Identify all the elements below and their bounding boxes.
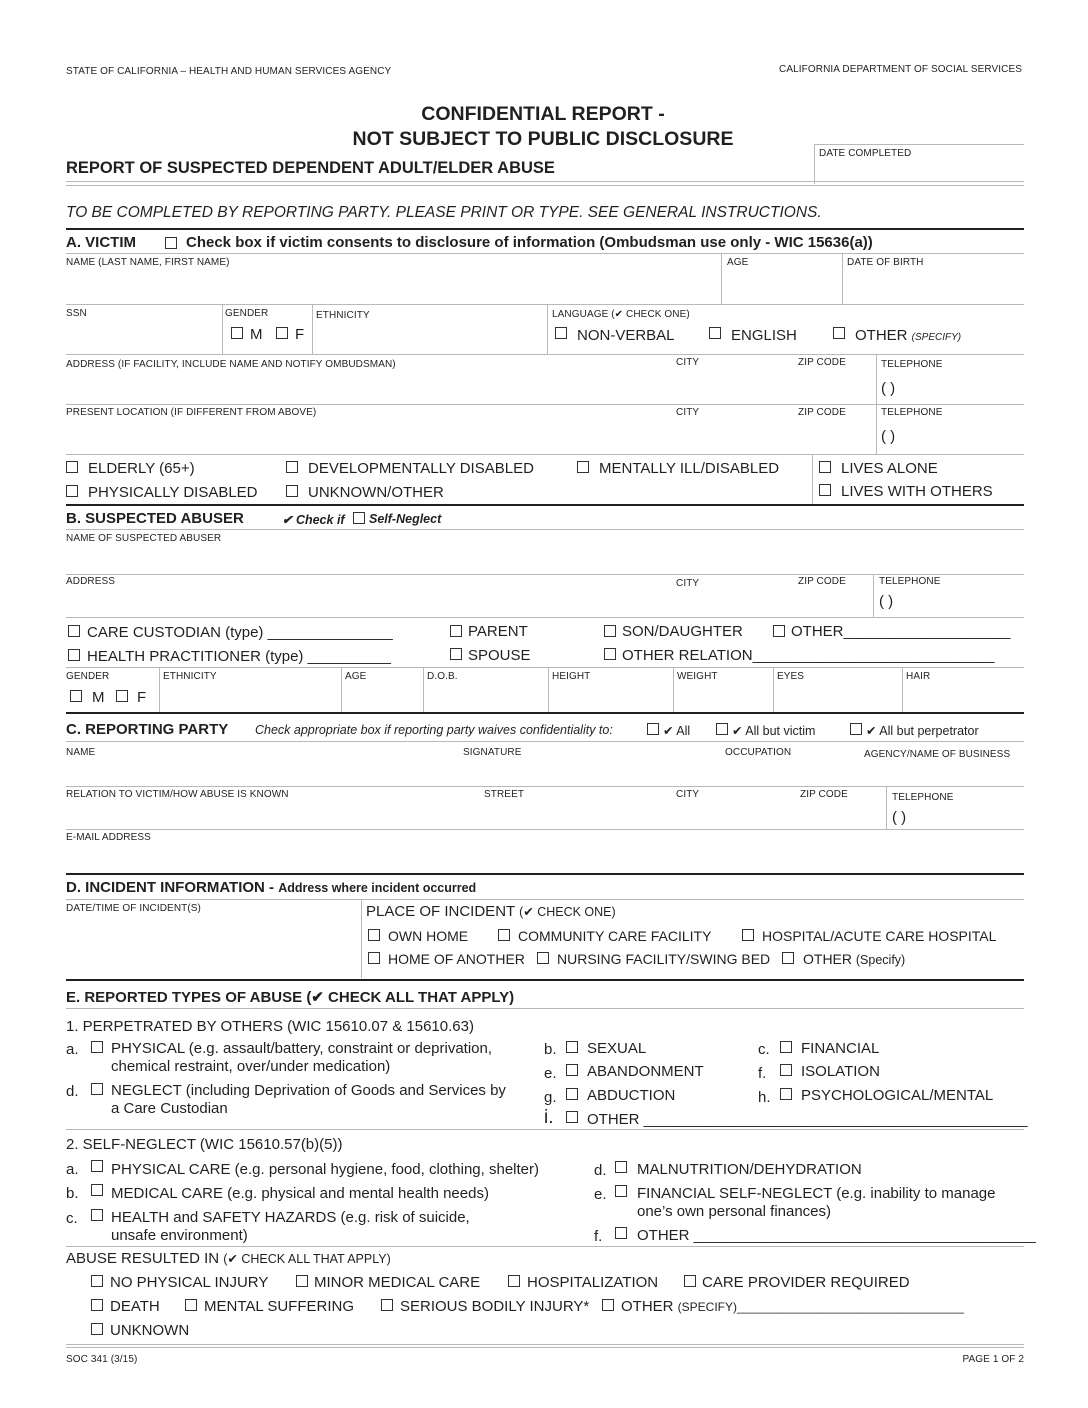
abduction-checkbox[interactable] (566, 1088, 578, 1100)
other-self-neglect-label: OTHER _________________________________________ (637, 1227, 1036, 1244)
sexual-checkbox[interactable] (566, 1041, 578, 1053)
victim-telephone-paren: ( ) (881, 380, 896, 397)
reporter-agency-label: AGENCY/NAME OF BUSINESS (864, 749, 1011, 760)
self-neglect-heading: 2. SELF-NEGLECT (WIC 15610.57(b)(5)) (66, 1136, 343, 1153)
consent-checkbox[interactable] (165, 237, 177, 249)
medical-care-checkbox[interactable] (91, 1184, 103, 1196)
other-relation-label: OTHER RELATION_____________________________ (622, 647, 995, 664)
agency-right: CALIFORNIA DEPARTMENT OF SOCIAL SERVICES (779, 64, 1022, 75)
email-label: E-MAIL ADDRESS (66, 832, 151, 843)
victim-name-field[interactable] (66, 270, 718, 302)
nursing-label: NURSING FACILITY/SWING BED (557, 951, 771, 967)
present-city-label: CITY (676, 407, 700, 418)
physical-abuse-checkbox[interactable] (91, 1041, 103, 1053)
english-label: ENGLISH (731, 327, 797, 344)
physical-abuse-label-1: PHYSICAL (e.g. assault/battery, constraint or deprivation, (111, 1040, 493, 1057)
other-place-label: OTHER (Specify) (803, 951, 906, 967)
waive-text: Check appropriate box if reporting party waives confidentiality to: (255, 723, 613, 737)
abuser-zip-label: ZIP CODE (798, 576, 846, 587)
financial-self-neglect-checkbox[interactable] (615, 1185, 627, 1197)
parent-checkbox[interactable] (450, 625, 462, 637)
minor-medical-label: MINOR MEDICAL CARE (314, 1274, 481, 1291)
section-e-heading: E. REPORTED TYPES OF ABUSE (✔ CHECK ALL THAT APPLY) (66, 989, 515, 1006)
waive-all-but-perp-checkbox[interactable] (850, 723, 862, 735)
mental-suffering-checkbox[interactable] (185, 1299, 197, 1311)
no-injury-checkbox[interactable] (91, 1275, 103, 1287)
home-another-label: HOME OF ANOTHER (388, 951, 525, 967)
abuser-telephone-label: TELEPHONE (879, 576, 941, 587)
ssn-label: SSN (66, 308, 87, 319)
psychological-checkbox[interactable] (780, 1088, 792, 1100)
abandonment-label: ABANDONMENT (587, 1063, 704, 1080)
other-relation-checkbox[interactable] (604, 648, 616, 660)
malnutrition-checkbox[interactable] (615, 1161, 627, 1173)
other-abuse-checkbox[interactable] (566, 1111, 578, 1123)
malnutrition-label: MALNUTRITION/DEHYDRATION (637, 1161, 862, 1178)
health-safety-checkbox[interactable] (91, 1209, 103, 1221)
self-e-letter: e. (594, 1186, 607, 1203)
reporter-telephone-paren: ( ) (892, 809, 907, 826)
community-care-label: COMMUNITY CARE FACILITY (518, 928, 712, 944)
victim-address-label: ADDRESS (IF FACILITY, INCLUDE NAME AND NOTIFY OMBUDSMAN) (66, 359, 396, 370)
abandonment-checkbox[interactable] (566, 1064, 578, 1076)
other-abuser-label: OTHER____________________ (791, 623, 1011, 640)
abuser-telephone-paren: ( ) (879, 593, 894, 610)
incident-datetime-label: DATE/TIME OF INCIDENT(S) (66, 903, 201, 914)
abuser-eyes-label: EYES (777, 671, 805, 682)
reporter-signature-label: SIGNATURE (463, 747, 522, 758)
lives-alone-checkbox[interactable] (819, 461, 831, 473)
physical-care-checkbox[interactable] (91, 1160, 103, 1172)
other-abuser-checkbox[interactable] (773, 625, 785, 637)
section-b-heading: B. SUSPECTED ABUSER (66, 510, 244, 527)
abuser-gender-m-label: M (92, 689, 105, 706)
present-location-label: PRESENT LOCATION (IF DIFFERENT FROM ABOVE) (66, 407, 317, 418)
dev-disabled-checkbox[interactable] (286, 461, 298, 473)
abuse-resulted-heading: ABUSE RESULTED IN (✔ CHECK ALL THAT APPLY) (66, 1250, 391, 1267)
form-title: REPORT OF SUSPECTED DEPENDENT ADULT/ELDER ABUSE (66, 159, 555, 177)
perp-f-letter: f. (758, 1065, 767, 1082)
home-another-checkbox[interactable] (368, 952, 380, 964)
mentally-ill-checkbox[interactable] (577, 461, 589, 473)
financial-self-neglect-label-2: one’s own personal finances) (637, 1203, 832, 1220)
serious-injury-label: SERIOUS BODILY INJURY* (400, 1298, 590, 1315)
other-language-label: OTHER (SPECIFY) (855, 327, 962, 344)
other-place-checkbox[interactable] (782, 952, 794, 964)
self-neglect-checkbox[interactable] (353, 512, 365, 524)
hospitalization-label: HOSPITALIZATION (527, 1274, 659, 1291)
date-completed-label: DATE COMPLETED (819, 148, 912, 159)
health-safety-label-1: HEALTH and SAFETY HAZARDS (e.g. risk of suicide, (111, 1209, 470, 1226)
no-injury-label: NO PHYSICAL INJURY (110, 1274, 269, 1291)
gender-f-checkbox[interactable] (276, 327, 288, 339)
abuser-height-label: HEIGHT (552, 671, 591, 682)
present-telephone-paren: ( ) (881, 428, 896, 445)
date-completed-field[interactable] (816, 163, 1022, 181)
nursing-checkbox[interactable] (537, 952, 549, 964)
self-b-letter: b. (66, 1185, 79, 1202)
other-language-checkbox[interactable] (833, 327, 845, 339)
parent-label: PARENT (468, 623, 528, 640)
phys-disabled-label: PHYSICALLY DISABLED (88, 484, 258, 501)
perpetrated-heading: 1. PERPETRATED BY OTHERS (WIC 15610.07 & 15610.63) (66, 1018, 474, 1035)
isolation-label: ISOLATION (801, 1063, 880, 1080)
gender-m-label: M (250, 326, 263, 343)
victim-dob-label: DATE OF BIRTH (847, 257, 924, 268)
other-abuse-label: OTHER ______________________________________________ (587, 1111, 1028, 1128)
physical-abuse-label-2: chemical restraint, over/under medication) (111, 1058, 391, 1075)
serious-injury-checkbox[interactable] (381, 1299, 393, 1311)
abuser-name-label: NAME OF SUSPECTED ABUSER (66, 533, 222, 544)
care-custodian-label: CARE CUSTODIAN (type) _______________ (87, 624, 393, 641)
present-zip-label: ZIP CODE (798, 407, 846, 418)
victim-city-label: CITY (676, 357, 700, 368)
abuser-gender-f-label: F (137, 689, 147, 706)
perp-h-letter: h. (758, 1089, 771, 1106)
self-f-letter: f. (594, 1228, 603, 1245)
phys-disabled-checkbox[interactable] (66, 485, 78, 497)
non-verbal-checkbox[interactable] (555, 327, 567, 339)
abuser-weight-label: WEIGHT (677, 671, 718, 682)
english-checkbox[interactable] (709, 327, 721, 339)
abuser-ethnicity-label: ETHNICITY (163, 671, 217, 682)
reporter-name-label: NAME (66, 747, 96, 758)
victim-age-label: AGE (727, 257, 749, 268)
waive-all-but-victim-label: ✔ All but victim (732, 724, 816, 738)
gender-f-label: F (295, 326, 305, 343)
title-line-2: NOT SUBJECT TO PUBLIC DISCLOSURE (352, 128, 734, 150)
perp-g-letter: g. (544, 1089, 557, 1106)
abuser-address-label: ADDRESS (66, 576, 116, 587)
other-result-checkbox[interactable] (602, 1299, 614, 1311)
title-line-1: CONFIDENTIAL REPORT - (421, 103, 665, 125)
perp-b-letter: b. (544, 1041, 557, 1058)
gender-label: GENDER (225, 308, 269, 319)
abuser-gender-f-checkbox[interactable] (116, 690, 128, 702)
mentally-ill-label: MENTALLY ILL/DISABLED (599, 460, 780, 477)
care-provider-checkbox[interactable] (684, 1275, 696, 1287)
neglect-checkbox[interactable] (91, 1083, 103, 1095)
mental-suffering-label: MENTAL SUFFERING (204, 1298, 355, 1315)
relation-label: RELATION TO VICTIM/HOW ABUSE IS KNOWN (66, 789, 289, 800)
reporter-zip-label: ZIP CODE (800, 789, 848, 800)
abuser-city-label: CITY (676, 578, 700, 589)
isolation-checkbox[interactable] (780, 1064, 792, 1076)
son-daughter-checkbox[interactable] (604, 625, 616, 637)
financial-checkbox[interactable] (780, 1041, 792, 1053)
waive-all-label: ✔ All (663, 724, 691, 738)
self-c-letter: c. (66, 1210, 78, 1227)
perp-i-letter: i. (544, 1107, 554, 1128)
unknown-other-label: UNKNOWN/OTHER (308, 484, 444, 501)
waive-all-but-perp-label: ✔ All but perpetrator (866, 724, 979, 738)
reporter-telephone-label: TELEPHONE (892, 792, 954, 803)
self-neglect-label: Self-Neglect (369, 512, 442, 526)
other-self-neglect-checkbox[interactable] (615, 1227, 627, 1239)
section-d-heading: D. INCIDENT INFORMATION - Address where incident occurred (66, 879, 477, 896)
neglect-label-2: a Care Custodian (111, 1100, 228, 1117)
perp-d-letter: d. (66, 1083, 79, 1100)
health-practitioner-checkbox[interactable] (68, 649, 80, 661)
other-result-label: OTHER (SPECIFY)__________________________________ (621, 1298, 964, 1315)
reporter-city-label: CITY (676, 789, 700, 800)
health-practitioner-label: HEALTH PRACTITIONER (type) __________ (87, 648, 392, 665)
financial-self-neglect-label-1: FINANCIAL SELF-NEGLECT (e.g. inability to manage (637, 1185, 996, 1202)
hospitalization-checkbox[interactable] (508, 1275, 520, 1287)
lives-with-others-label: LIVES WITH OTHERS (841, 483, 993, 500)
ethnicity-label: ETHNICITY (316, 310, 370, 321)
consent-text: Check box if victim consents to disclosure of information (Ombudsman use only - WIC 15636(a)) (186, 234, 873, 251)
section-a-heading: A. VICTIM (66, 234, 136, 251)
physical-care-label: PHYSICAL CARE (e.g. personal hygiene, food, clothing, shelter) (111, 1161, 539, 1178)
care-provider-label: CARE PROVIDER REQUIRED (702, 1274, 910, 1291)
lives-with-others-checkbox[interactable] (819, 484, 831, 496)
medical-care-label: MEDICAL CARE (e.g. physical and mental health needs) (111, 1185, 489, 1202)
lives-alone-label: LIVES ALONE (841, 460, 938, 477)
victim-name-label: NAME (LAST NAME, FIRST NAME) (66, 257, 230, 268)
place-of-incident-label: PLACE OF INCIDENT (✔ CHECK ONE) (366, 903, 616, 920)
abuser-dob-label: D.O.B. (427, 671, 458, 682)
minor-medical-checkbox[interactable] (296, 1275, 308, 1287)
instructions: TO BE COMPLETED BY REPORTING PARTY. PLEASE PRINT OR TYPE. SEE GENERAL INSTRUCTIONS. (66, 204, 822, 221)
waive-all-checkbox[interactable] (647, 723, 659, 735)
unknown-other-checkbox[interactable] (286, 485, 298, 497)
dev-disabled-label: DEVELOPMENTALLY DISABLED (308, 460, 534, 477)
neglect-label-1: NEGLECT (including Deprivation of Goods and Services by (111, 1082, 506, 1099)
hospital-checkbox[interactable] (742, 929, 754, 941)
page-number: PAGE 1 OF 2 (962, 1354, 1024, 1365)
spouse-checkbox[interactable] (450, 648, 462, 660)
death-label: DEATH (110, 1298, 160, 1315)
self-a-letter: a. (66, 1161, 79, 1178)
abduction-label: ABDUCTION (587, 1087, 676, 1104)
agency-left: STATE OF CALIFORNIA – HEALTH AND HUMAN SERVICES AGENCY (66, 66, 392, 77)
perp-e-letter: e. (544, 1065, 557, 1082)
elderly-label: ELDERLY (65+) (88, 460, 195, 477)
unknown-label: UNKNOWN (110, 1322, 190, 1339)
death-checkbox[interactable] (91, 1299, 103, 1311)
abuser-hair-label: HAIR (906, 671, 931, 682)
abuser-age-label: AGE (345, 671, 367, 682)
form-number: SOC 341 (3/15) (66, 1354, 138, 1365)
own-home-checkbox[interactable] (368, 929, 380, 941)
victim-zip-label: ZIP CODE (798, 357, 846, 368)
check-if-label: ✔ Check if (282, 513, 345, 527)
psychological-label: PSYCHOLOGICAL/MENTAL (801, 1087, 994, 1104)
abuser-gender-m-checkbox[interactable] (70, 690, 82, 702)
spouse-label: SPOUSE (468, 647, 531, 664)
sexual-label: SEXUAL (587, 1040, 647, 1057)
waive-all-but-victim-checkbox[interactable] (716, 723, 728, 735)
care-custodian-checkbox[interactable] (68, 625, 80, 637)
present-telephone-label: TELEPHONE (881, 407, 943, 418)
elderly-checkbox[interactable] (66, 461, 78, 473)
hospital-label: HOSPITAL/ACUTE CARE HOSPITAL (762, 928, 997, 944)
perp-a-letter: a. (66, 1041, 79, 1058)
gender-m-checkbox[interactable] (231, 327, 243, 339)
victim-telephone-label: TELEPHONE (881, 359, 943, 370)
reporter-street-label: STREET (484, 789, 525, 800)
financial-label: FINANCIAL (801, 1040, 880, 1057)
non-verbal-label: NON-VERBAL (577, 327, 675, 344)
section-c-heading: C. REPORTING PARTY (66, 721, 229, 738)
community-care-checkbox[interactable] (498, 929, 510, 941)
language-label: LANGUAGE (✔ CHECK ONE) (552, 309, 690, 320)
perp-c-letter: c. (758, 1041, 770, 1058)
own-home-label: OWN HOME (388, 928, 469, 944)
self-d-letter: d. (594, 1162, 607, 1179)
abuser-gender-label: GENDER (66, 671, 110, 682)
unknown-checkbox[interactable] (91, 1323, 103, 1335)
reporter-occupation-label: OCCUPATION (725, 747, 792, 758)
son-daughter-label: SON/DAUGHTER (622, 623, 743, 640)
health-safety-label-2: unsafe environment) (111, 1227, 248, 1244)
